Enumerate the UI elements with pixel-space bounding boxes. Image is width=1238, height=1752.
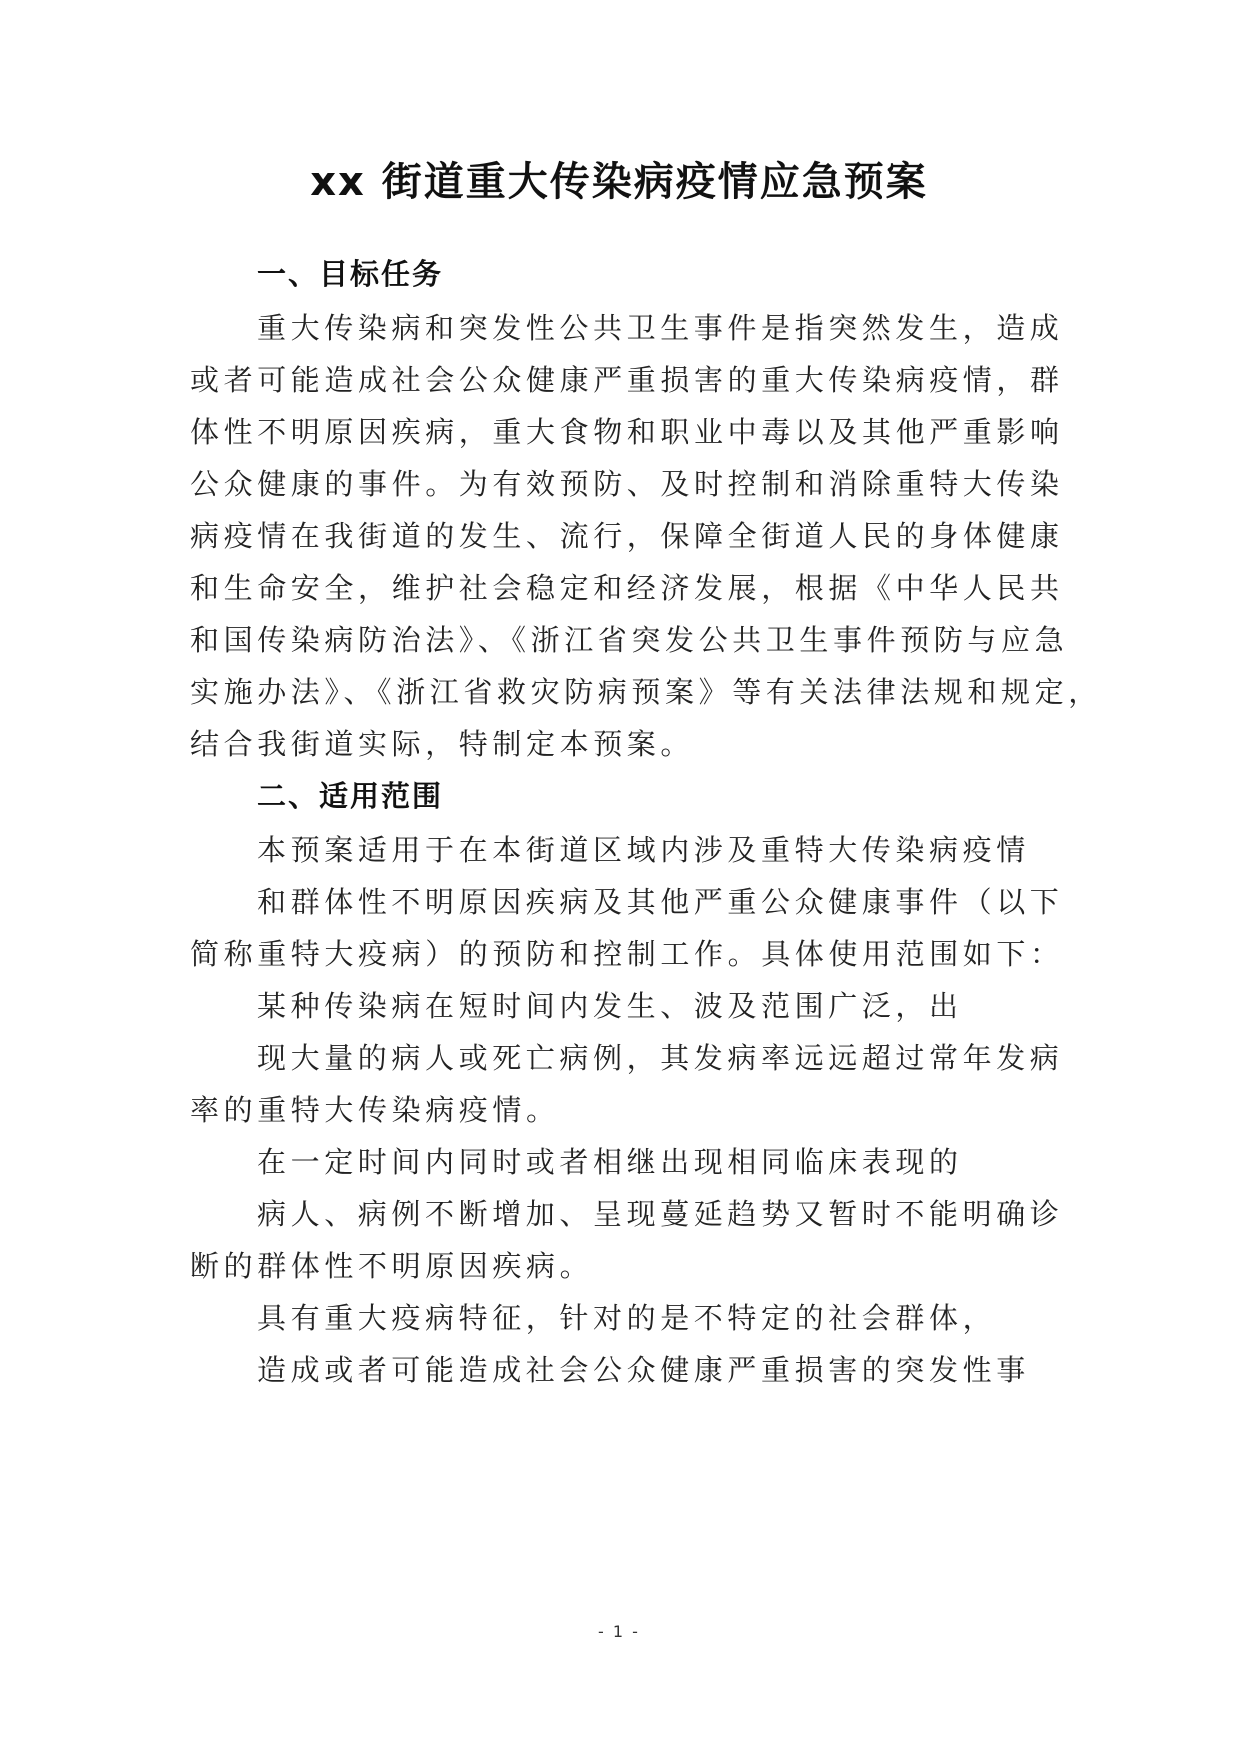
paragraph-line: 简称重特大疫病）的预防和控制工作。具体使用范围如下： xyxy=(190,937,1064,971)
paragraph-line: 在一定时间内同时或者相继出现相同临床表现的 xyxy=(257,1145,963,1179)
paragraph-line: 现大量的病人或死亡病例，其发病率远远超过常年发病 xyxy=(257,1041,1064,1075)
page-number: - 1 - xyxy=(598,1622,640,1641)
paragraph-line: 和国传染病防治法》、《浙江省突发公共卫生事件预防与应急 xyxy=(190,623,1069,657)
paragraph-line: 体性不明原因疾病，重大食物和职业中毒以及其他严重影响 xyxy=(190,415,1064,449)
paragraph-line: 和生命安全，维护社会稳定和经济发展，根据《中华人民共 xyxy=(190,571,1064,605)
paragraph-line: 结合我街道实际，特制定本预案。 xyxy=(190,727,695,761)
section-heading-scope: 二、适用范围 xyxy=(257,779,444,813)
paragraph-line: 某种传染病在短时间内发生、波及范围广泛，出 xyxy=(257,989,963,1023)
paragraph-line: 病人、病例不断增加、呈现蔓延趋势又暂时不能明确诊 xyxy=(257,1197,1064,1231)
paragraph-line: 病疫情在我街道的发生、流行，保障全街道人民的身体健康 xyxy=(190,519,1064,553)
document-title: xx 街道重大传染病疫情应急预案 xyxy=(310,159,928,205)
paragraph-line: 造成或者可能造成社会公众健康严重损害的突发性事 xyxy=(257,1353,1030,1387)
paragraph-line: 重大传染病和突发性公共卫生事件是指突然发生，造成 xyxy=(257,311,1064,345)
paragraph-line: 和群体性不明原因疾病及其他严重公众健康事件（以下 xyxy=(257,885,1064,919)
section-heading-objectives: 一、目标任务 xyxy=(257,257,444,291)
paragraph-line: 或者可能造成社会公众健康严重损害的重大传染病疫情，群 xyxy=(190,363,1064,397)
paragraph-line: 实施办法》、《浙江省救灾防病预案》等有关法律法规和规定， xyxy=(190,675,1102,709)
paragraph-line: 率的重特大传染病疫情。 xyxy=(190,1093,560,1127)
paragraph-line: 本预案适用于在本街道区域内涉及重特大传染病疫情 xyxy=(257,833,1030,867)
paragraph-line: 具有重大疫病特征，针对的是不特定的社会群体， xyxy=(257,1301,997,1335)
paragraph-line: 公众健康的事件。为有效预防、及时控制和消除重特大传染 xyxy=(190,467,1064,501)
paragraph-line: 断的群体性不明原因疾病。 xyxy=(190,1249,594,1283)
